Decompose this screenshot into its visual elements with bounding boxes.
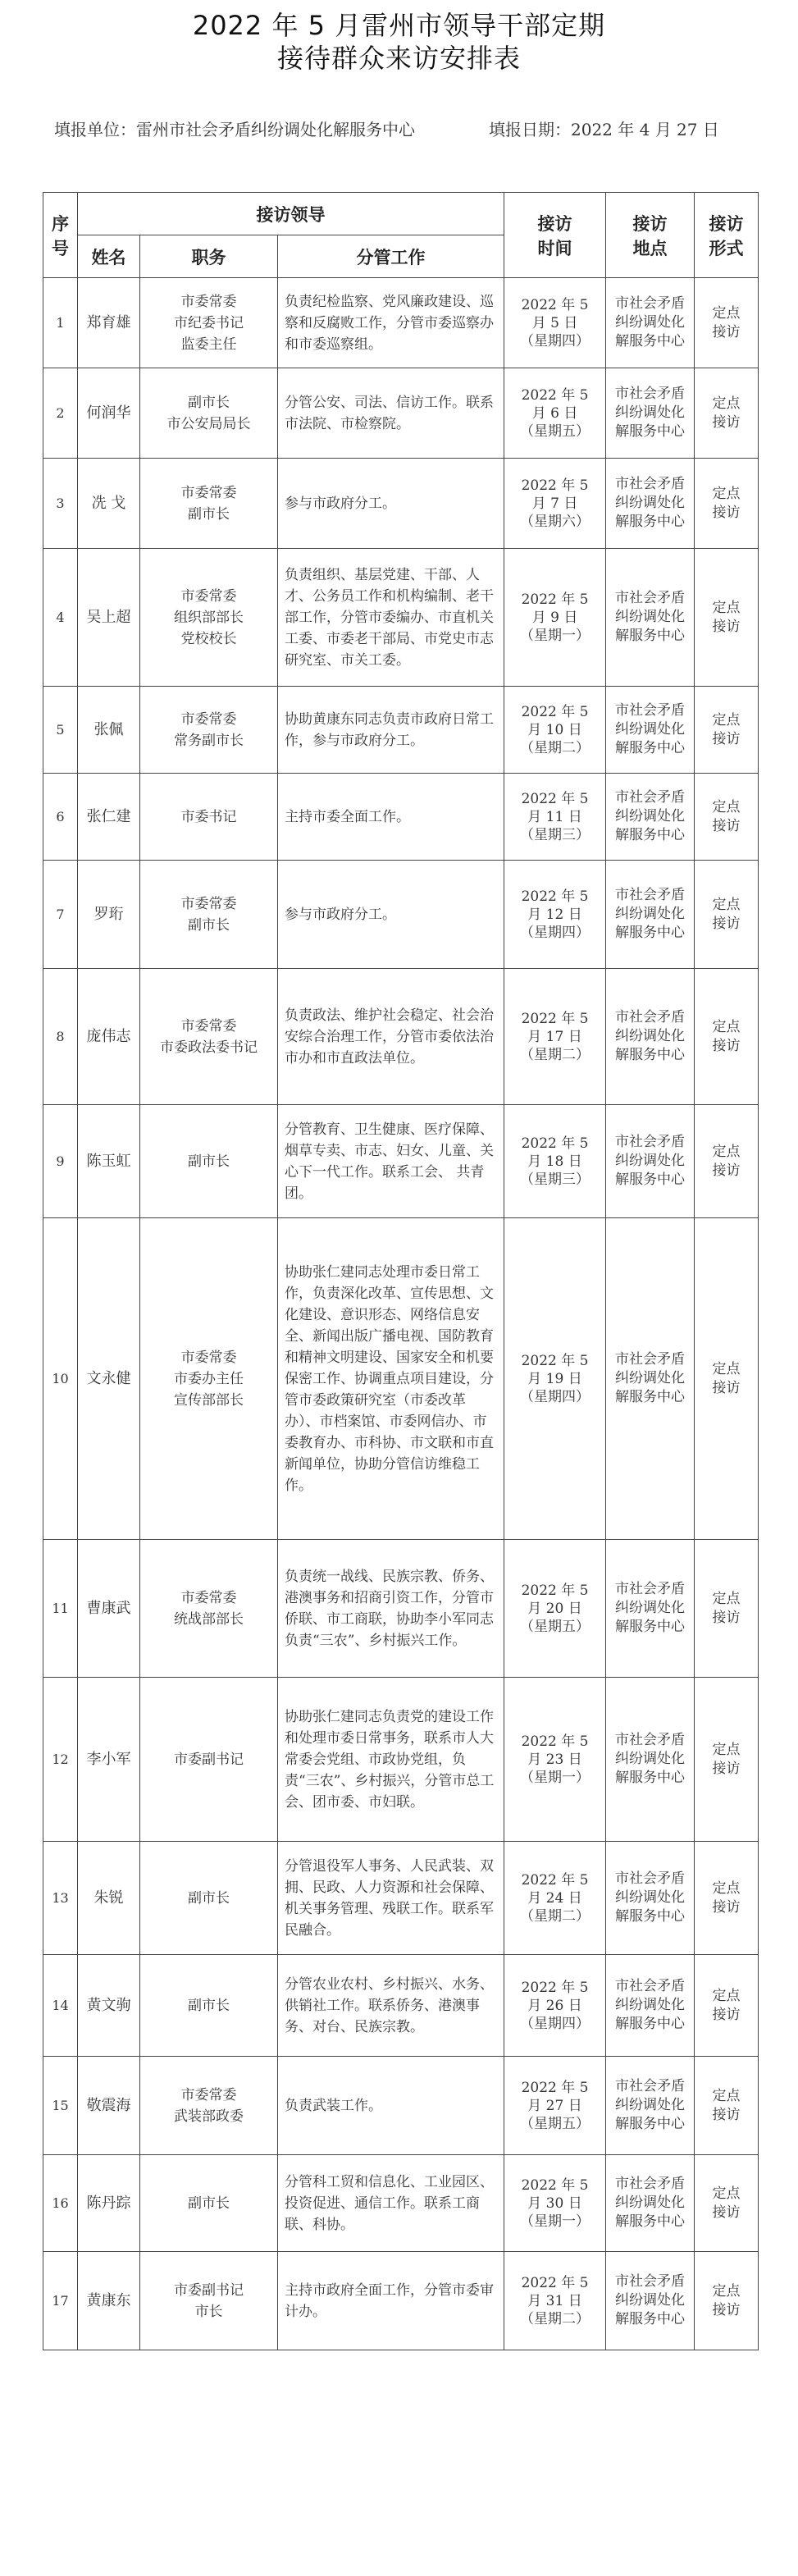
cell-time: 2022 年 5 月 12 日 （星期四）	[504, 861, 606, 969]
cell-place: 市社会矛盾纠纷调处化解服务中心	[606, 774, 695, 861]
cell-seq: 9	[43, 1105, 78, 1218]
cell-name: 陈丹踪	[78, 2155, 140, 2252]
cell-name: 吴上超	[78, 549, 140, 687]
cell-seq: 8	[43, 969, 78, 1105]
cell-form: 定点 接访	[695, 278, 759, 368]
cell-name: 罗珩	[78, 861, 140, 969]
cell-form: 定点 接访	[695, 1955, 759, 2057]
cell-duty: 主持市政府全面工作，分管市委审计办。	[278, 2252, 504, 2350]
cell-duty: 协助张仁建同志处理市委日常工作，负责深化改革、宣传思想、文化建设、意识形态、网络信息安全、新闻出版广播电视、国防教育和精神文明建设、国家安全和机要保密工作、协调重点项目建设，分管市委政策研究室（市委改革办）、市档案馆、市委网信办、市委教育办、市科协、市文联和市直新闻单位，协助分管信访维稳工作。	[278, 1218, 504, 1540]
cell-duty: 参与市政府分工。	[278, 459, 504, 549]
cell-form: 定点 接访	[695, 1540, 759, 1678]
cell-position: 市委常委 统战部部长	[140, 1540, 278, 1678]
table-row	[43, 2155, 759, 2252]
cell-position: 市委常委 常务副市长	[140, 687, 278, 774]
cell-place: 市社会矛盾纠纷调处化解服务中心	[606, 861, 695, 969]
cell-place: 市社会矛盾纠纷调处化解服务中心	[606, 2057, 695, 2155]
table-row	[43, 368, 759, 459]
cell-duty: 分管公安、司法、信访工作。联系市法院、市检察院。	[278, 368, 504, 459]
schedule-table	[43, 192, 759, 2350]
cell-name: 曹康武	[78, 1540, 140, 1678]
cell-position: 市委常委 市委办主任 宣传部部长	[140, 1218, 278, 1540]
cell-name: 李小军	[78, 1678, 140, 1842]
cell-position: 副市长	[140, 1955, 278, 2057]
table-row	[43, 1105, 759, 1218]
cell-seq: 13	[43, 1842, 78, 1955]
cell-form: 定点 接访	[695, 368, 759, 459]
cell-position: 市委常委 市纪委书记 监委主任	[140, 278, 278, 368]
cell-seq: 12	[43, 1678, 78, 1842]
cell-duty: 负责组织、基层党建、干部、人才、公务员工作和机构编制、老干部工作，分管市委编办、市直机关工委、市委老干部局、市党史市志研究室、市关工委。	[278, 549, 504, 687]
cell-place: 市社会矛盾纠纷调处化解服务中心	[606, 2155, 695, 2252]
cell-duty: 分管教育、卫生健康、医疗保障、烟草专卖、市志、妇女、儿童、关心下一代工作。联系工会、 共青团。	[278, 1105, 504, 1218]
header-time: 接访 时间	[504, 193, 606, 278]
header-position: 职务	[140, 235, 278, 278]
table-row	[43, 969, 759, 1105]
cell-seq: 6	[43, 774, 78, 861]
cell-seq: 4	[43, 549, 78, 687]
cell-position: 市委常委 市委政法委书记	[140, 969, 278, 1105]
cell-duty: 协助黄康东同志负责市政府日常工作，参与市政府分工。	[278, 687, 504, 774]
header-duty: 分管工作	[278, 235, 504, 278]
cell-form: 定点 接访	[695, 2155, 759, 2252]
header-seq: 序 号	[43, 193, 78, 278]
cell-form: 定点 接访	[695, 1105, 759, 1218]
cell-position: 副市长	[140, 1105, 278, 1218]
cell-position: 市委常委 武装部政委	[140, 2057, 278, 2155]
cell-place: 市社会矛盾纠纷调处化解服务中心	[606, 278, 695, 368]
cell-form: 定点 接访	[695, 687, 759, 774]
cell-time: 2022 年 5 月 5 日 （星期四）	[504, 278, 606, 368]
table-row	[43, 774, 759, 861]
table-row	[43, 2057, 759, 2155]
document-title-line1: 2022 年 5 月雷州市领导干部定期	[192, 10, 606, 41]
cell-name: 何润华	[78, 368, 140, 459]
document-title-line2: 接待群众来访安排表	[276, 43, 521, 74]
cell-time: 2022 年 5 月 17 日 （星期二）	[504, 969, 606, 1105]
cell-time: 2022 年 5 月 23 日 （星期一）	[504, 1678, 606, 1842]
cell-time: 2022 年 5 月 27 日 （星期五）	[504, 2057, 606, 2155]
cell-place: 市社会矛盾纠纷调处化解服务中心	[606, 368, 695, 459]
cell-seq: 14	[43, 1955, 78, 2057]
table-row	[43, 278, 759, 368]
cell-time: 2022 年 5 月 24 日 （星期二）	[504, 1842, 606, 1955]
cell-duty: 主持市委全面工作。	[278, 774, 504, 861]
cell-name: 冼 戈	[78, 459, 140, 549]
schedule-rows	[43, 278, 759, 2350]
cell-name: 黄康东	[78, 2252, 140, 2350]
cell-place: 市社会矛盾纠纷调处化解服务中心	[606, 969, 695, 1105]
cell-seq: 10	[43, 1218, 78, 1540]
cell-place: 市社会矛盾纠纷调处化解服务中心	[606, 1540, 695, 1678]
cell-form: 定点 接访	[695, 459, 759, 549]
cell-name: 郑育雄	[78, 278, 140, 368]
table-row	[43, 1678, 759, 1842]
cell-position: 副市长	[140, 2155, 278, 2252]
cell-place: 市社会矛盾纠纷调处化解服务中心	[606, 1218, 695, 1540]
cell-seq: 11	[43, 1540, 78, 1678]
cell-seq: 3	[43, 459, 78, 549]
cell-seq: 2	[43, 368, 78, 459]
cell-time: 2022 年 5 月 7 日 （星期六）	[504, 459, 606, 549]
cell-name: 张佩	[78, 687, 140, 774]
cell-form: 定点 接访	[695, 774, 759, 861]
cell-name: 陈玉虹	[78, 1105, 140, 1218]
table-row	[43, 687, 759, 774]
table-row	[43, 459, 759, 549]
cell-duty: 协助张仁建同志负责党的建设工作和处理市委日常事务，联系市人大常委会党组、市政协党组，负责“三农”、乡村振兴，分管市总工会、团市委、市妇联。	[278, 1678, 504, 1842]
cell-time: 2022 年 5 月 9 日 （星期一）	[504, 549, 606, 687]
cell-name: 文永健	[78, 1218, 140, 1540]
cell-place: 市社会矛盾纠纷调处化解服务中心	[606, 1955, 695, 2057]
cell-position: 市委副书记 市长	[140, 2252, 278, 2350]
cell-name: 敬震海	[78, 2057, 140, 2155]
table-row	[43, 1955, 759, 2057]
cell-time: 2022 年 5 月 18 日 （星期三）	[504, 1105, 606, 1218]
cell-position: 市委书记	[140, 774, 278, 861]
cell-name: 张仁建	[78, 774, 140, 861]
cell-name: 庞伟志	[78, 969, 140, 1105]
cell-name: 朱锐	[78, 1842, 140, 1955]
cell-duty: 分管科工贸和信息化、工业园区、投资促进、通信工作。联系工商联、科协。	[278, 2155, 504, 2252]
cell-form: 定点 接访	[695, 861, 759, 969]
cell-form: 定点 接访	[695, 2057, 759, 2155]
cell-time: 2022 年 5 月 30 日 （星期一）	[504, 2155, 606, 2252]
table-row	[43, 2252, 759, 2350]
header-leader-group: 接访领导	[78, 193, 504, 235]
cell-position: 副市长 市公安局局长	[140, 368, 278, 459]
header-name: 姓名	[78, 235, 140, 278]
cell-place: 市社会矛盾纠纷调处化解服务中心	[606, 549, 695, 687]
header-place: 接访 地点	[606, 193, 695, 278]
cell-time: 2022 年 5 月 11 日 （星期三）	[504, 774, 606, 861]
cell-duty: 负责武装工作。	[278, 2057, 504, 2155]
cell-position: 市委副书记	[140, 1678, 278, 1842]
fill-date: 填报日期：2022 年 4 月 27 日	[489, 120, 719, 139]
cell-duty: 负责纪检监察、党风廉政建设、巡察和反腐败工作，分管市委巡察办和市委巡察组。	[278, 278, 504, 368]
cell-position: 市委常委 组织部部长 党校校长	[140, 549, 278, 687]
fill-unit: 填报单位：雷州市社会矛盾纠纷调处化解服务中心	[54, 120, 415, 139]
table-row	[43, 1540, 759, 1678]
table-row	[43, 861, 759, 969]
table-row	[43, 1842, 759, 1955]
cell-form: 定点 接访	[695, 1218, 759, 1540]
cell-time: 2022 年 5 月 20 日 （星期五）	[504, 1540, 606, 1678]
table-row	[43, 549, 759, 687]
cell-duty: 负责政法、维护社会稳定、社会治安综合治理工作，分管市委依法治市办和市直政法单位。	[278, 969, 504, 1105]
cell-form: 定点 接访	[695, 549, 759, 687]
cell-place: 市社会矛盾纠纷调处化解服务中心	[606, 2252, 695, 2350]
cell-place: 市社会矛盾纠纷调处化解服务中心	[606, 687, 695, 774]
cell-form: 定点 接访	[695, 1678, 759, 1842]
cell-seq: 1	[43, 278, 78, 368]
cell-time: 2022 年 5 月 6 日 （星期五）	[504, 368, 606, 459]
cell-time: 2022 年 5 月 26 日 （星期四）	[504, 1955, 606, 2057]
cell-seq: 15	[43, 2057, 78, 2155]
cell-seq: 5	[43, 687, 78, 774]
cell-time: 2022 年 5 月 31 日 （星期二）	[504, 2252, 606, 2350]
cell-duty: 分管退役军人事务、人民武装、双拥、民政、人力资源和社会保障、机关事务管理、残联工作。联系军民融合。	[278, 1842, 504, 1955]
cell-time: 2022 年 5 月 10 日 （星期二）	[504, 687, 606, 774]
cell-duty: 分管农业农村、乡村振兴、水务、供销社工作。联系侨务、港澳事务、对台、民族宗教。	[278, 1955, 504, 2057]
cell-duty: 参与市政府分工。	[278, 861, 504, 969]
cell-duty: 负责统一战线、民族宗教、侨务、港澳事务和招商引资工作，分管市侨联、市工商联，协助李小军同志负责“三农”、乡村振兴工作。	[278, 1540, 504, 1678]
cell-name: 黄文驹	[78, 1955, 140, 2057]
cell-place: 市社会矛盾纠纷调处化解服务中心	[606, 459, 695, 549]
table-row	[43, 1218, 759, 1540]
cell-form: 定点 接访	[695, 1842, 759, 1955]
cell-position: 市委常委 副市长	[140, 459, 278, 549]
cell-seq: 17	[43, 2252, 78, 2350]
cell-seq: 16	[43, 2155, 78, 2252]
cell-place: 市社会矛盾纠纷调处化解服务中心	[606, 1842, 695, 1955]
cell-position: 市委常委 副市长	[140, 861, 278, 969]
cell-time: 2022 年 5 月 19 日 （星期四）	[504, 1218, 606, 1540]
cell-place: 市社会矛盾纠纷调处化解服务中心	[606, 1678, 695, 1842]
cell-seq: 7	[43, 861, 78, 969]
cell-place: 市社会矛盾纠纷调处化解服务中心	[606, 1105, 695, 1218]
cell-form: 定点 接访	[695, 2252, 759, 2350]
header-form: 接访 形式	[695, 193, 759, 278]
cell-form: 定点 接访	[695, 969, 759, 1105]
cell-position: 副市长	[140, 1842, 278, 1955]
